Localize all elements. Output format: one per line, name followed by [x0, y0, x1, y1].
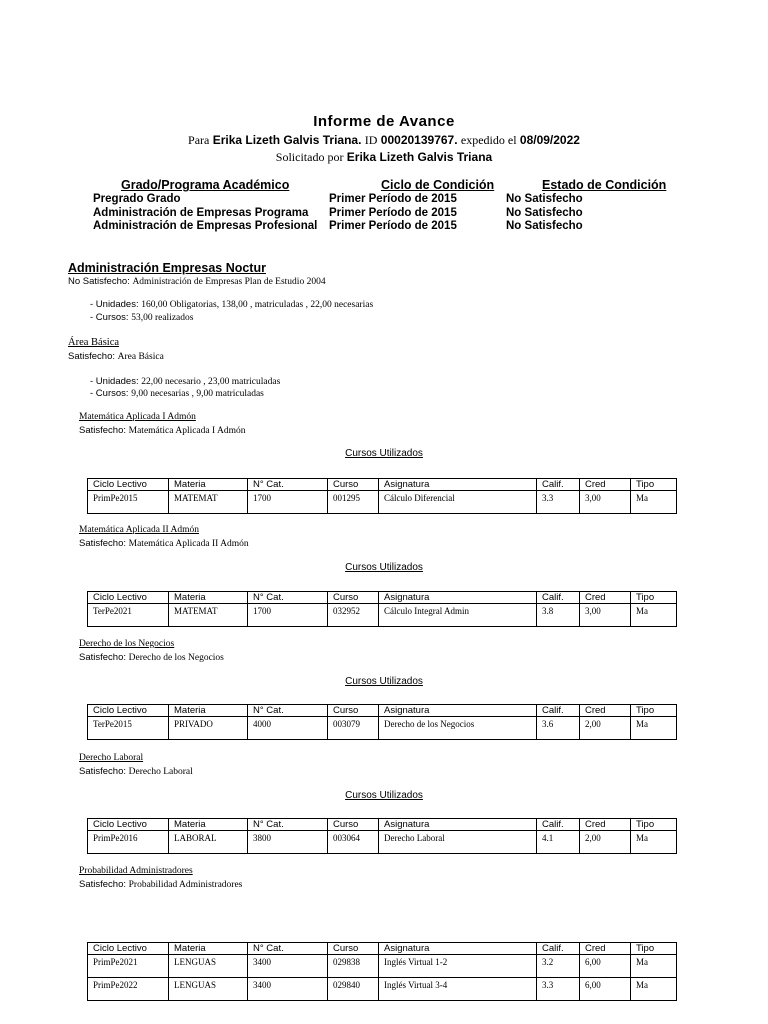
program-cycle: Primer Período de 2015: [329, 193, 457, 205]
cell-ncat: 3800: [248, 831, 328, 854]
col-curso: Curso: [328, 943, 379, 955]
table-header-row: [88, 943, 677, 955]
area-units-label: - Unidades:: [90, 376, 139, 387]
cell-cred: 6,00: [580, 978, 631, 1001]
cell-ciclo: PrimPe2022: [88, 978, 169, 1001]
table-row: [88, 955, 677, 978]
area-courses: [90, 388, 264, 399]
cell-cred: 3,00: [580, 604, 631, 627]
requested-by: Erika Lizeth Galvis Triana: [346, 150, 493, 164]
program-name: Administración de Empresas Programa: [93, 207, 309, 219]
cursos-utilizados-heading: Cursos Utilizados: [345, 562, 423, 573]
programs-header-ciclo: Ciclo de Condición: [381, 178, 495, 192]
program-status: No Satisfecho: [506, 207, 583, 219]
section-courses-detail: 53,00 realizados: [131, 313, 194, 323]
cell-asignatura: Inglés Virtual 3-4: [379, 978, 537, 1001]
col-ncat: N° Cat.: [248, 819, 328, 831]
area-units-detail: 22,00 necesario , 23,00 matriculadas: [141, 377, 281, 387]
col-materia: Materia: [169, 819, 248, 831]
cell-curso: 003079: [328, 717, 379, 740]
col-cred: Cred: [580, 705, 631, 717]
col-ciclo: Ciclo Lectivo: [88, 592, 169, 604]
col-tipo: Tipo: [631, 592, 677, 604]
section-units: [90, 299, 373, 310]
cell-materia: LENGUAS: [169, 955, 248, 978]
cell-curso: 003064: [328, 831, 379, 854]
requirement-status: [79, 766, 193, 777]
cell-tipo: Ma: [631, 831, 677, 854]
cursos-utilizados-heading: Cursos Utilizados: [345, 676, 423, 687]
cell-materia: PRIVADO: [169, 717, 248, 740]
cell-ciclo: PrimPe2015: [88, 491, 169, 514]
table-row: [88, 604, 677, 627]
col-ncat: N° Cat.: [248, 479, 328, 491]
col-asignatura: Asignatura: [379, 592, 537, 604]
col-materia: Materia: [169, 705, 248, 717]
cell-calif: 3.2: [537, 955, 580, 978]
table-row: [88, 978, 677, 1001]
student-id: 00020139767.: [380, 133, 458, 147]
courses-table: [87, 591, 677, 627]
col-ciclo: Ciclo Lectivo: [88, 943, 169, 955]
program-cycle: Primer Período de 2015: [329, 220, 457, 232]
courses-table: [87, 942, 677, 1001]
requirement-status-label: Satisfecho:: [79, 652, 126, 663]
col-cred: Cred: [580, 943, 631, 955]
cell-cred: 2,00: [580, 717, 631, 740]
col-curso: Curso: [328, 592, 379, 604]
col-tipo: Tipo: [631, 819, 677, 831]
requirement-title: Derecho Laboral: [79, 753, 144, 763]
cell-materia: MATEMAT: [169, 604, 248, 627]
section-courses-label: - Cursos:: [90, 312, 129, 323]
cell-curso: 029840: [328, 978, 379, 1001]
program-cycle: Primer Período de 2015: [329, 207, 457, 219]
col-cred: Cred: [580, 819, 631, 831]
cell-tipo: Ma: [631, 491, 677, 514]
area-courses-detail: 9,00 necesarias , 9,00 matriculadas: [131, 389, 264, 399]
table-header-row: [88, 819, 677, 831]
area-status-label: Satisfecho:: [68, 351, 115, 362]
cell-ciclo: PrimPe2021: [88, 955, 169, 978]
cell-curso: 032952: [328, 604, 379, 627]
cell-cred: 3,00: [580, 491, 631, 514]
requirement-status-detail: Matemática Aplicada II Admón: [128, 539, 249, 549]
cursos-utilizados-heading: Cursos Utilizados: [345, 448, 423, 459]
requirement-title: Matemática Aplicada I Admón: [79, 412, 196, 422]
cell-asignatura: Cálculo Diferencial: [379, 491, 537, 514]
cell-tipo: Ma: [631, 978, 677, 1001]
requirement-status: [79, 425, 246, 436]
area-courses-label: - Cursos:: [90, 388, 129, 399]
table-row: [88, 717, 677, 740]
section-courses: [90, 312, 193, 323]
requirement-status: [79, 879, 242, 890]
requirement-title: Matemática Aplicada II Admón: [79, 525, 200, 535]
requirement-status-detail: Derecho Laboral: [128, 767, 193, 777]
cell-ncat: 3400: [248, 955, 328, 978]
issued-label: expedido el: [460, 133, 517, 147]
col-calif: Calif.: [537, 592, 580, 604]
requirement-status-label: Satisfecho:: [79, 425, 126, 436]
cell-asignatura: Inglés Virtual 1-2: [379, 955, 537, 978]
section-units-label: - Unidades:: [90, 299, 139, 310]
requirement-status: [79, 538, 249, 549]
col-materia: Materia: [169, 592, 248, 604]
cell-ciclo: TerPe2015: [88, 717, 169, 740]
cell-materia: MATEMAT: [169, 491, 248, 514]
cell-asignatura: Cálculo Integral Admin: [379, 604, 537, 627]
cell-cred: 6,00: [580, 955, 631, 978]
col-calif: Calif.: [537, 819, 580, 831]
col-asignatura: Asignatura: [379, 819, 537, 831]
report-title: Informe de Avance: [313, 113, 455, 130]
cell-calif: 4.1: [537, 831, 580, 854]
requirement-status: [79, 652, 224, 663]
requirement-status-label: Satisfecho:: [79, 766, 126, 777]
section-status-label: No Satisfecho:: [68, 276, 130, 287]
cell-calif: 3.3: [537, 978, 580, 1001]
table-header-row: [88, 479, 677, 491]
cell-ncat: 1700: [248, 604, 328, 627]
requirement-status-detail: Matemática Aplicada I Admón: [128, 426, 246, 436]
cell-tipo: Ma: [631, 604, 677, 627]
col-ncat: N° Cat.: [248, 705, 328, 717]
col-tipo: Tipo: [631, 479, 677, 491]
cell-ciclo: PrimPe2016: [88, 831, 169, 854]
col-ciclo: Ciclo Lectivo: [88, 705, 169, 717]
requested-label: Solicitado por: [275, 150, 344, 164]
area-status-detail: Area Básica: [117, 352, 164, 362]
col-ciclo: Ciclo Lectivo: [88, 819, 169, 831]
col-calif: Calif.: [537, 943, 580, 955]
col-calif: Calif.: [537, 705, 580, 717]
cell-asignatura: Derecho Laboral: [379, 831, 537, 854]
section-status: [68, 276, 326, 287]
requirement-status-detail: Probabilidad Administradores: [128, 880, 243, 890]
cell-tipo: Ma: [631, 717, 677, 740]
program-status: No Satisfecho: [506, 193, 583, 205]
id-label: ID: [364, 133, 378, 147]
section-status-detail: Administración de Empresas Plan de Estudio 2004: [132, 277, 326, 287]
cell-ncat: 3400: [248, 978, 328, 1001]
courses-table: [87, 478, 677, 514]
requirement-status-detail: Derecho de los Negocios: [128, 653, 224, 663]
col-asignatura: Asignatura: [379, 943, 537, 955]
cursos-utilizados-heading: Cursos Utilizados: [345, 790, 423, 801]
col-cred: Cred: [580, 592, 631, 604]
issued-date: 08/09/2022: [519, 133, 580, 147]
cell-cred: 2,00: [580, 831, 631, 854]
area-units: [90, 376, 280, 387]
cell-asignatura: Derecho de los Negocios: [379, 717, 537, 740]
cell-materia: LABORAL: [169, 831, 248, 854]
cell-ciclo: TerPe2021: [88, 604, 169, 627]
col-curso: Curso: [328, 479, 379, 491]
section-title: Administración Empresas Noctur: [68, 261, 266, 275]
col-calif: Calif.: [537, 479, 580, 491]
cell-curso: 029838: [328, 955, 379, 978]
cell-tipo: Ma: [631, 955, 677, 978]
program-status: No Satisfecho: [506, 220, 583, 232]
table-row: [88, 491, 677, 514]
table-header-row: [88, 592, 677, 604]
courses-table: [87, 818, 677, 854]
col-materia: Materia: [169, 943, 248, 955]
program-name: Administración de Empresas Profesional: [93, 220, 318, 232]
col-ciclo: Ciclo Lectivo: [88, 479, 169, 491]
report-requested-line: [0, 150, 768, 165]
area-title: Área Básica: [68, 337, 120, 348]
col-curso: Curso: [328, 819, 379, 831]
report-recipient-line: [0, 133, 768, 148]
requirement-title: Probabilidad Administradores: [79, 866, 193, 876]
cell-calif: 3.6: [537, 717, 580, 740]
cell-calif: 3.8: [537, 604, 580, 627]
cell-ncat: 4000: [248, 717, 328, 740]
col-curso: Curso: [328, 705, 379, 717]
courses-table: [87, 704, 677, 740]
student-name: Erika Lizeth Galvis Triana.: [212, 133, 362, 147]
cell-materia: LENGUAS: [169, 978, 248, 1001]
col-materia: Materia: [169, 479, 248, 491]
col-tipo: Tipo: [631, 705, 677, 717]
requirement-title: Derecho de los Negocios: [79, 639, 175, 649]
col-ncat: N° Cat.: [248, 592, 328, 604]
cell-calif: 3.3: [537, 491, 580, 514]
cell-ncat: 1700: [248, 491, 328, 514]
programs-header-estado: Estado de Condición: [542, 178, 667, 192]
table-header-row: [88, 705, 677, 717]
col-asignatura: Asignatura: [379, 479, 537, 491]
requirement-status-label: Satisfecho:: [79, 879, 126, 890]
cell-curso: 001295: [328, 491, 379, 514]
program-name: Pregrado Grado: [93, 193, 181, 205]
col-cred: Cred: [580, 479, 631, 491]
para-prefix: Para: [188, 133, 210, 147]
col-ncat: N° Cat.: [248, 943, 328, 955]
area-status: [68, 351, 164, 362]
col-asignatura: Asignatura: [379, 705, 537, 717]
col-tipo: Tipo: [631, 943, 677, 955]
section-units-detail: 160,00 Obligatorias, 138,00 , matriculadas , 22,00 necesarias: [141, 300, 374, 310]
requirement-status-label: Satisfecho:: [79, 538, 126, 549]
programs-header-grado: Grado/Programa Académico: [121, 178, 290, 192]
table-row: [88, 831, 677, 854]
